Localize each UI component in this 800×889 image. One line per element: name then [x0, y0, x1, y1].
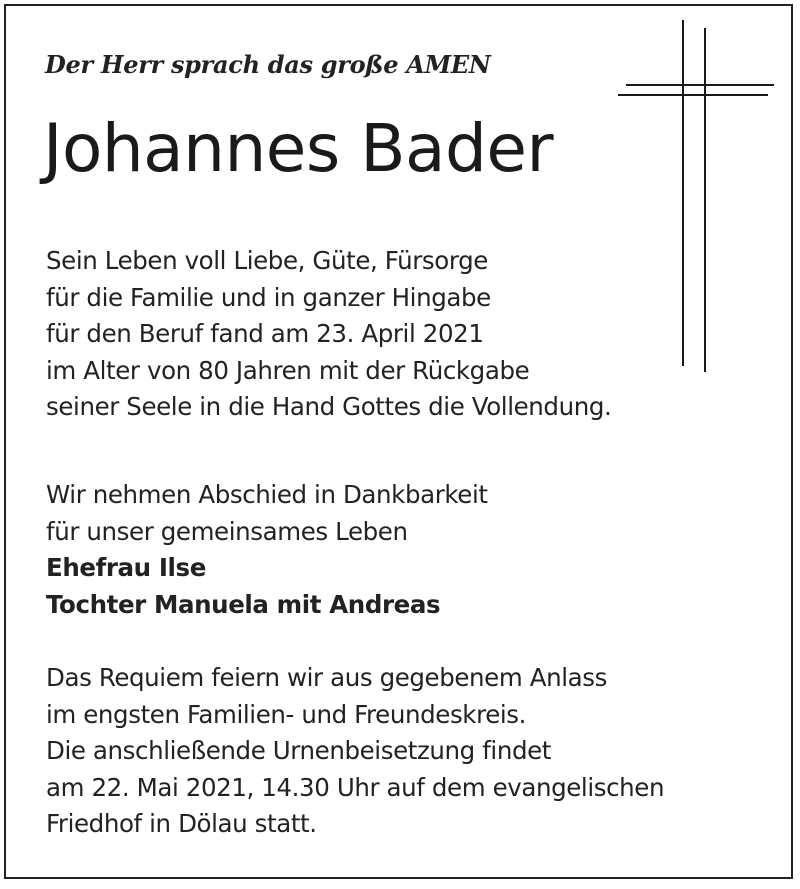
- mourner-name: Ehefrau Ilse: [46, 553, 206, 582]
- cross-icon: [618, 20, 774, 372]
- text-line: für unser gemeinsames Leben: [46, 516, 408, 546]
- text-line: Die anschließende Urnenbeisetzung findet: [46, 736, 551, 765]
- text-line: für den Beruf fand am 23. April 2021: [46, 319, 484, 348]
- text-line: am 22. Mai 2021, 14.30 Uhr auf dem evangelischen: [46, 772, 665, 802]
- text-line: für die Familie und in ganzer Hingabe: [46, 282, 491, 312]
- text-line: Friedhof in Dölau statt.: [46, 809, 317, 838]
- text-line: Wir nehmen Abschied in Dankbarkeit: [46, 480, 488, 509]
- text-line: seiner Seele in die Hand Gottes die Vollendung.: [46, 392, 612, 421]
- service-paragraph: [46, 660, 664, 843]
- motto: Der Herr sprach das große AMEN: [45, 50, 491, 79]
- text-line: Das Requiem feiern wir aus gegebenem Anlass: [46, 663, 607, 692]
- text-line: im engsten Familien- und Freundeskreis.: [46, 699, 527, 729]
- life-paragraph: [46, 243, 611, 426]
- deceased-name: Johannes Bader: [43, 110, 554, 187]
- mourner-name: Tochter Manuela mit Andreas: [46, 589, 441, 619]
- farewell-paragraph: [46, 477, 488, 623]
- text-line: im Alter von 80 Jahren mit der Rückgabe: [46, 355, 530, 385]
- text-line: Sein Leben voll Liebe, Güte, Fürsorge: [46, 246, 488, 275]
